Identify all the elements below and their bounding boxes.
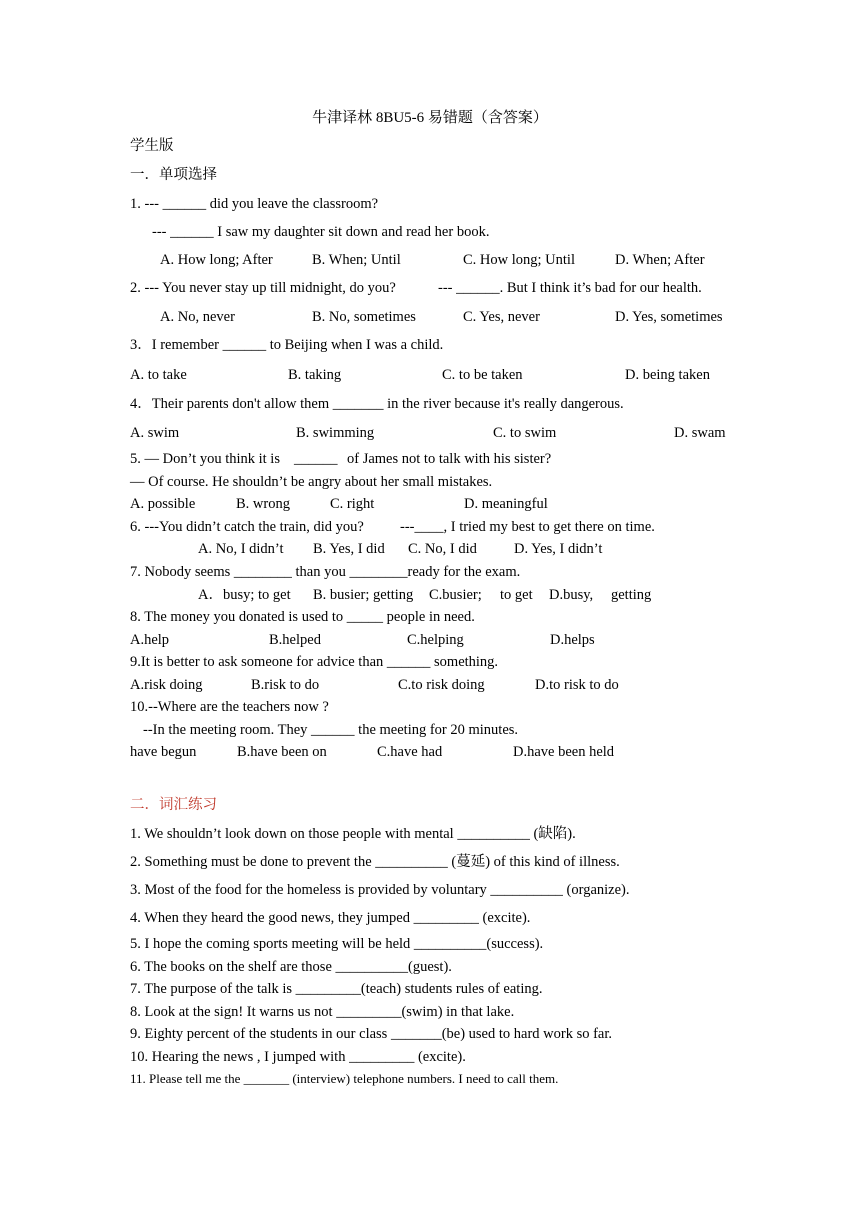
q9-option-b: B.risk to do (251, 677, 320, 693)
q2-line1a: 2. --- You never stay up till midnight, do you? (130, 280, 396, 296)
page-title: 牛津译林 8BU5-6 易错题（含答案） (312, 110, 548, 126)
q1-option-c: C. How long; Until (463, 252, 575, 268)
vocab-item: 9. Eighty percent of the students in our class _______(be) used to hard work so far. (130, 1026, 613, 1042)
q9-line1: 9.It is better to ask someone for advice than ______ something. (130, 654, 499, 670)
q10-line1: 10.--Where are the teachers now ? (130, 699, 329, 715)
q1-option-b: B. When; Until (312, 252, 401, 268)
q4-option-c: C. to swim (493, 425, 557, 441)
q3-option-c: C. to be taken (442, 367, 523, 383)
q5-option-a: A. possible (130, 496, 196, 512)
q6-line1b: ---____, I tried my best to get there on time. (400, 519, 655, 535)
vocab-item: 10. Hearing the news , I jumped with _________ (excite). (130, 1049, 466, 1065)
q7-option-d: D.busy, (549, 587, 594, 603)
q10-option-d: D.have been held (513, 744, 615, 760)
vocab-item: 3. Most of the food for the homeless is provided by voluntary __________ (organize). (130, 882, 630, 898)
q7-option-c: C.busier; (429, 587, 482, 603)
student-version-label: 学生版 (130, 138, 174, 154)
q3-option-a: A. to take (130, 367, 187, 383)
q8-option-d: D.helps (550, 632, 595, 648)
q10-option-a: have begun (130, 744, 197, 760)
vocab-item: 1. We shouldn’t look down on those people with mental __________ (缺陷). (130, 826, 576, 842)
q5-option-b: B. wrong (236, 496, 290, 512)
q5-line2: — Of course. He shouldn’t be angry about her small mistakes. (130, 474, 493, 490)
q10-line2: --In the meeting room. They ______ the meeting for 20 minutes. (143, 722, 519, 738)
q1-option-a: A. How long; After (160, 252, 273, 268)
q8-option-c: C.helping (407, 632, 464, 648)
vocab-item: 8. Look at the sign! It warns us not _________(swim) in that lake. (130, 1004, 515, 1020)
q8-option-a: A.help (130, 632, 170, 648)
q1-line2: --- ______ I saw my daughter sit down and read her book. (152, 224, 490, 240)
q10-option-b: B.have been on (237, 744, 327, 760)
vocab-item: 5. I hope the coming sports meeting will be held __________(success). (130, 936, 544, 952)
vocab-item: 2. Something must be done to prevent the __________ (蔓延) of this kind of illness. (130, 854, 620, 870)
section2-heading: 二．词汇练习 (130, 797, 217, 813)
q7-option-c-cont: to get (500, 587, 533, 603)
q2-option-b: B. No, sometimes (312, 309, 416, 325)
q5-option-c: C. right (330, 496, 375, 512)
q6-line1a: 6. ---You didn’t catch the train, did you? (130, 519, 364, 535)
q5-option-d: D. meaningful (464, 496, 548, 512)
q10-option-c: C.have had (377, 744, 443, 760)
q6-option-a: A. No, I didn’t (198, 541, 284, 557)
q2-line1b: --- ______. But I think it’s bad for our health. (438, 280, 702, 296)
q9-option-a: A.risk doing (130, 677, 203, 693)
q7-line1: 7. Nobody seems ________ than you ________ready for the exam. (130, 564, 521, 580)
q8-line1: 8. The money you donated is used to _____ people in need. (130, 609, 475, 625)
q4-option-d: D. swam (674, 425, 726, 441)
vocab-item: 4. When they heard the good news, they jumped _________ (excite). (130, 910, 531, 926)
q2-option-d: D. Yes, sometimes (615, 309, 723, 325)
q7-option-b: B. busier; getting (313, 587, 414, 603)
q8-option-b: B.helped (269, 632, 321, 648)
q6-option-c: C. No, I did (408, 541, 477, 557)
q7-option-d-cont: getting (611, 587, 652, 603)
q1-line1: 1. --- ______ did you leave the classroom? (130, 196, 379, 212)
q2-option-a: A. No, never (160, 309, 235, 325)
q5-line1b: of James not to talk with his sister? (347, 451, 552, 467)
q3-line1: 3．I remember ______ to Beijing when I was a child. (130, 337, 444, 353)
q3-option-b: B. taking (288, 367, 342, 383)
vocab-item: 7. The purpose of the talk is _________(teach) students rules of eating. (130, 981, 543, 997)
q4-option-b: B. swimming (296, 425, 375, 441)
q9-option-c: C.to risk doing (398, 677, 485, 693)
q4-option-a: A. swim (130, 425, 180, 441)
q5-line1a: 5. — Don’t you think it is (130, 451, 280, 467)
q6-option-b: B. Yes, I did (313, 541, 385, 557)
q7-option-a: A．busy; to get (198, 587, 291, 603)
q3-option-d: D. being taken (625, 367, 710, 383)
q5-blank: ______ (294, 451, 338, 467)
vocab-item: 6. The books on the shelf are those __________(guest). (130, 959, 452, 975)
section1-heading: 一．单项选择 (130, 167, 217, 183)
q1-option-d: D. When; After (615, 252, 705, 268)
vocab-item: 11. Please tell me the _______ (interview) telephone numbers. I need to call them. (130, 1071, 559, 1086)
q6-option-d: D. Yes, I didn’t (514, 541, 603, 557)
q4-line1: 4．Their parents don't allow them _______ in the river because it's really dangerous. (130, 396, 624, 412)
q2-option-c: C. Yes, never (463, 309, 540, 325)
q9-option-d: D.to risk to do (535, 677, 619, 693)
